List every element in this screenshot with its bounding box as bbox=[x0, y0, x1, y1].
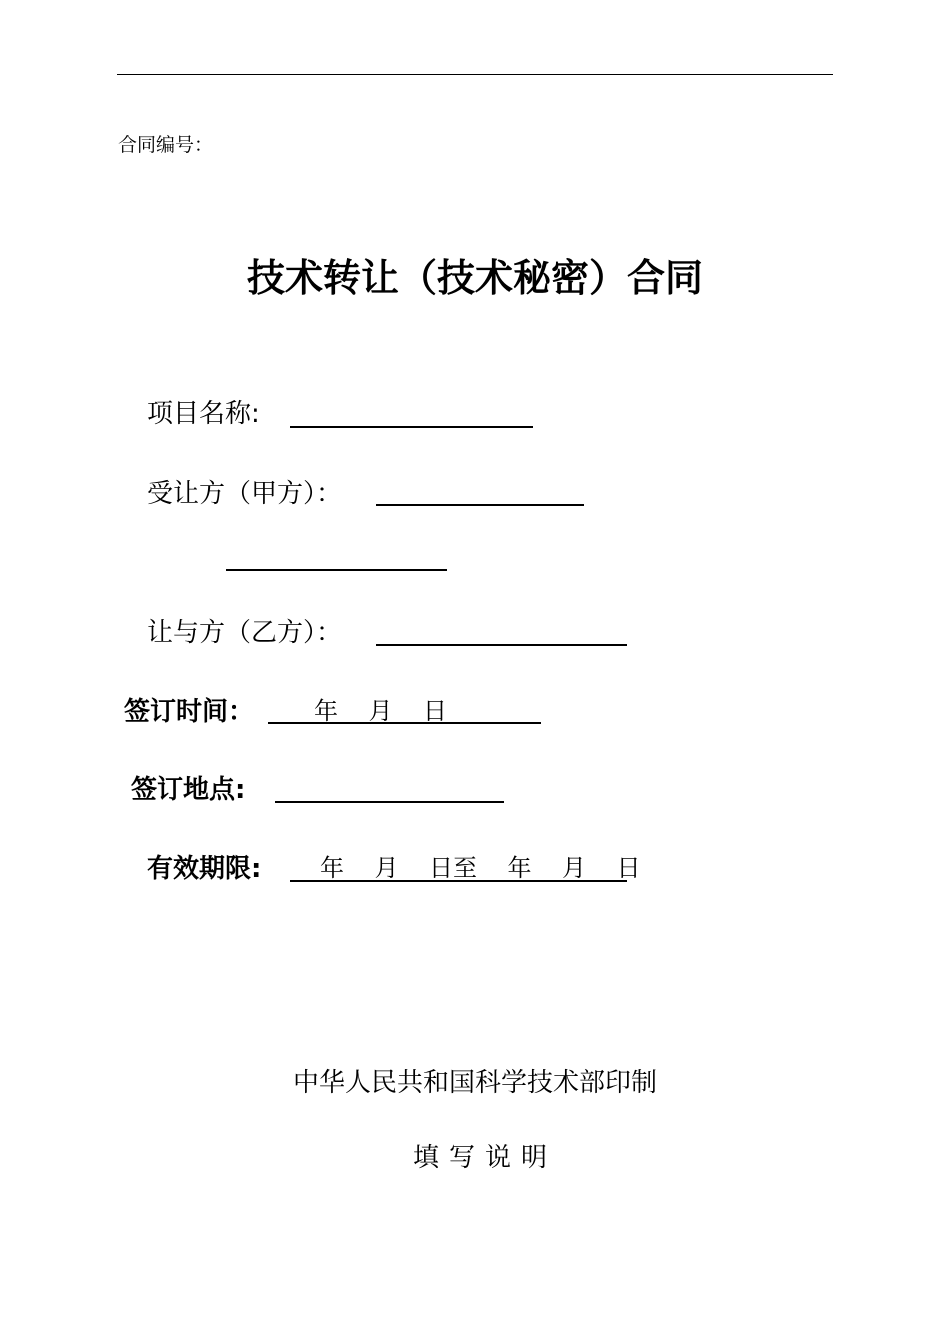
issuer-line: 中华人民共和国科学技术部印制 bbox=[292, 1068, 657, 1098]
validity-period-value: 年 月 日至 年 月 日 bbox=[320, 854, 641, 882]
validity-period-field[interactable] bbox=[290, 880, 627, 882]
contract-number-label: 合同编号： bbox=[118, 134, 214, 156]
transferee-field-line-2[interactable] bbox=[226, 569, 447, 571]
project-name-label: 项目名称: bbox=[147, 399, 260, 429]
project-name-field[interactable] bbox=[290, 426, 533, 428]
transferee-field[interactable] bbox=[376, 504, 584, 506]
page-title: 技术转让（技术秘密）合同 bbox=[246, 256, 703, 300]
signing-place-field[interactable] bbox=[275, 801, 504, 803]
signing-date-label: 签订时间： bbox=[124, 697, 255, 727]
transferor-label: 让与方（乙方）： bbox=[147, 618, 343, 648]
transferor-field[interactable] bbox=[376, 644, 627, 646]
validity-period-label: 有效期限: bbox=[147, 854, 262, 884]
instructions-heading: 填写说明 bbox=[412, 1143, 557, 1173]
signing-date-value: 年 月 日 bbox=[314, 697, 448, 725]
transferee-label: 受让方（甲方）： bbox=[147, 479, 343, 509]
top-rule bbox=[117, 74, 833, 75]
signing-place-label: 签订地点: bbox=[131, 775, 246, 805]
signing-date-field[interactable] bbox=[268, 722, 541, 724]
